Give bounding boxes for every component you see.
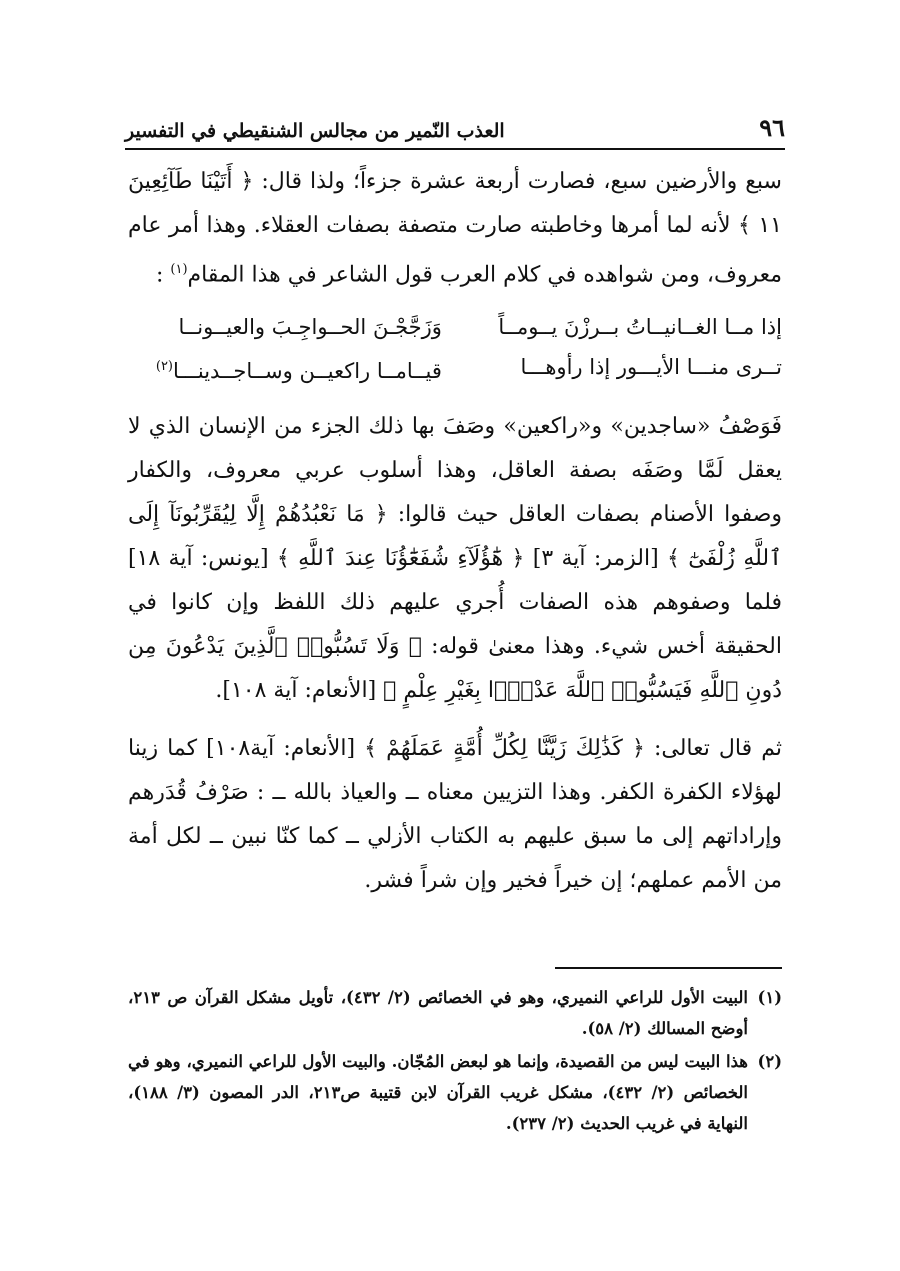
verse-line-1 bbox=[128, 307, 782, 347]
footnote-1-number: (١) bbox=[757, 988, 782, 1007]
paragraph-1-end: : bbox=[155, 262, 164, 288]
paragraph-1-text: سبع والأرضين سبع، فصارت أربعة عشرة جزءاً؛ ولذا قال: ﴿ أَتَيْنَا طَآئِعِينَ ١١ ﴾ لأنه لما أمرها وخاطبته صارت متصفة بصفات العقلاء. وهذا أمر عام معروف، ومن شواهده في كلام العرب قول الشاعر في هذا المقام bbox=[128, 169, 782, 288]
verse-1-second-hemistich: وَزَجَّجْـنَ الحــواجِـبَ والعيــونــا bbox=[178, 315, 442, 340]
paragraph-2: فَوَصْفُ «ساجدين» و«راكعين» وصَفَ بها ذلك الجزء من الإنسان الذي لا يعقل لَمَّا وصَفَه بصفة العاقل، وهذا أسلوب عربي معروف، والكفار وصفوا الأصنام بصفات العاقل حيث قالوا: ﴿ مَا نَعْبُدُهُمْ إِلَّا لِيُقَرِّبُونَآ إِلَى ٱللَّهِ زُلْفَىٰٓ ﴾ [الزمر: آية ٣] ﴿ هَٰٓؤُلَآءِ شُفَعَٰٓؤُنَا عِندَ ٱللَّهِ ﴾ [يونس: آية ١٨] فلما وصفوهم هذه الصفات أُجري عليهم ذلك اللفظ وإن كانوا في الحقيقة أخس شيء. وهذا معنىٰ قوله: ﴿ وَلَا تَسُبُّوا۟ ٱلَّذِينَ يَدْعُونَ مِن دُونِ ٱللَّهِ فَيَسُبُّوا۟ ٱللَّهَ عَدْوًۢا بِغَيْرِ عِلْمٍ ﴾ [الأنعام: آية ١٠٨]. bbox=[128, 414, 783, 704]
footnote-ref-1: (١) bbox=[170, 262, 188, 277]
footnote-1 bbox=[128, 982, 782, 1044]
paragraph-1 bbox=[128, 160, 782, 297]
footnote-separator bbox=[555, 967, 782, 969]
footnote-2-text: هذا البيت ليس من القصيدة، وإنما هو لبعض المُجّان. والبيت الأول للراعي النميري، وهو في الخصائص (٢/ ٤٣٢)، مشكل غريب القرآن لابن قتيبة ص٢١٣، الدر المصون (٣/ ١٨٨)، النهاية في غريب الحديث (٢/ ٢٣٧). bbox=[128, 1052, 748, 1133]
footnote-2 bbox=[128, 1046, 782, 1139]
running-title: العذب النّمير من مجالس الشنقيطي في التفسير bbox=[125, 120, 505, 142]
footnote-ref-2: (٢) bbox=[155, 359, 173, 375]
footnote-1-text: البيت الأول للراعي النميري، وهو في الخصائص (٢/ ٤٣٢)، تأويل مشكل القرآن ص ٢١٣، أوضح المسالك (٢/ ٥٨). bbox=[128, 988, 748, 1038]
footnote-2-number: (٢) bbox=[757, 1052, 782, 1071]
verse-line-2 bbox=[128, 347, 782, 391]
page-header bbox=[125, 98, 785, 150]
footnotes bbox=[128, 982, 782, 1141]
poem-verse bbox=[128, 307, 782, 391]
verse-1-first-hemistich: إذا مــا الغــانيــاتُ بــرزْنَ يــومــاً bbox=[498, 315, 782, 340]
main-text bbox=[128, 160, 782, 903]
verse-2-first-hemistich: تــرى منـــا الأيـــور إذا رأوهـــا bbox=[520, 355, 782, 380]
page-number: ٩٦ bbox=[759, 113, 785, 142]
verse-2-second-hemistich-text: قيــامــا راكعيــن وســاجــدينـــا bbox=[173, 359, 442, 384]
verse-2-second-hemistich bbox=[128, 347, 442, 391]
paragraph-3: ثم قال تعالى: ﴿ كَذَٰلِكَ زَيَّنَّا لِكُلِّ أُمَّةٍ عَمَلَهُمْ ﴾ [الأنعام: آية١٠٨] كما زينا لهؤلاء الكفرة الكفر. وهذا التزيين معناه ــ والعياذ بالله ــ : صَرْفُ قُدَرهم وإراداتهم إلى ما سبق عليهم به الكتاب الأزلي ــ كما كنّا نبين ــ لكل أمة من الأمم عملهم؛ إن خيراً فخير وإن شراً فشر. bbox=[128, 736, 782, 894]
